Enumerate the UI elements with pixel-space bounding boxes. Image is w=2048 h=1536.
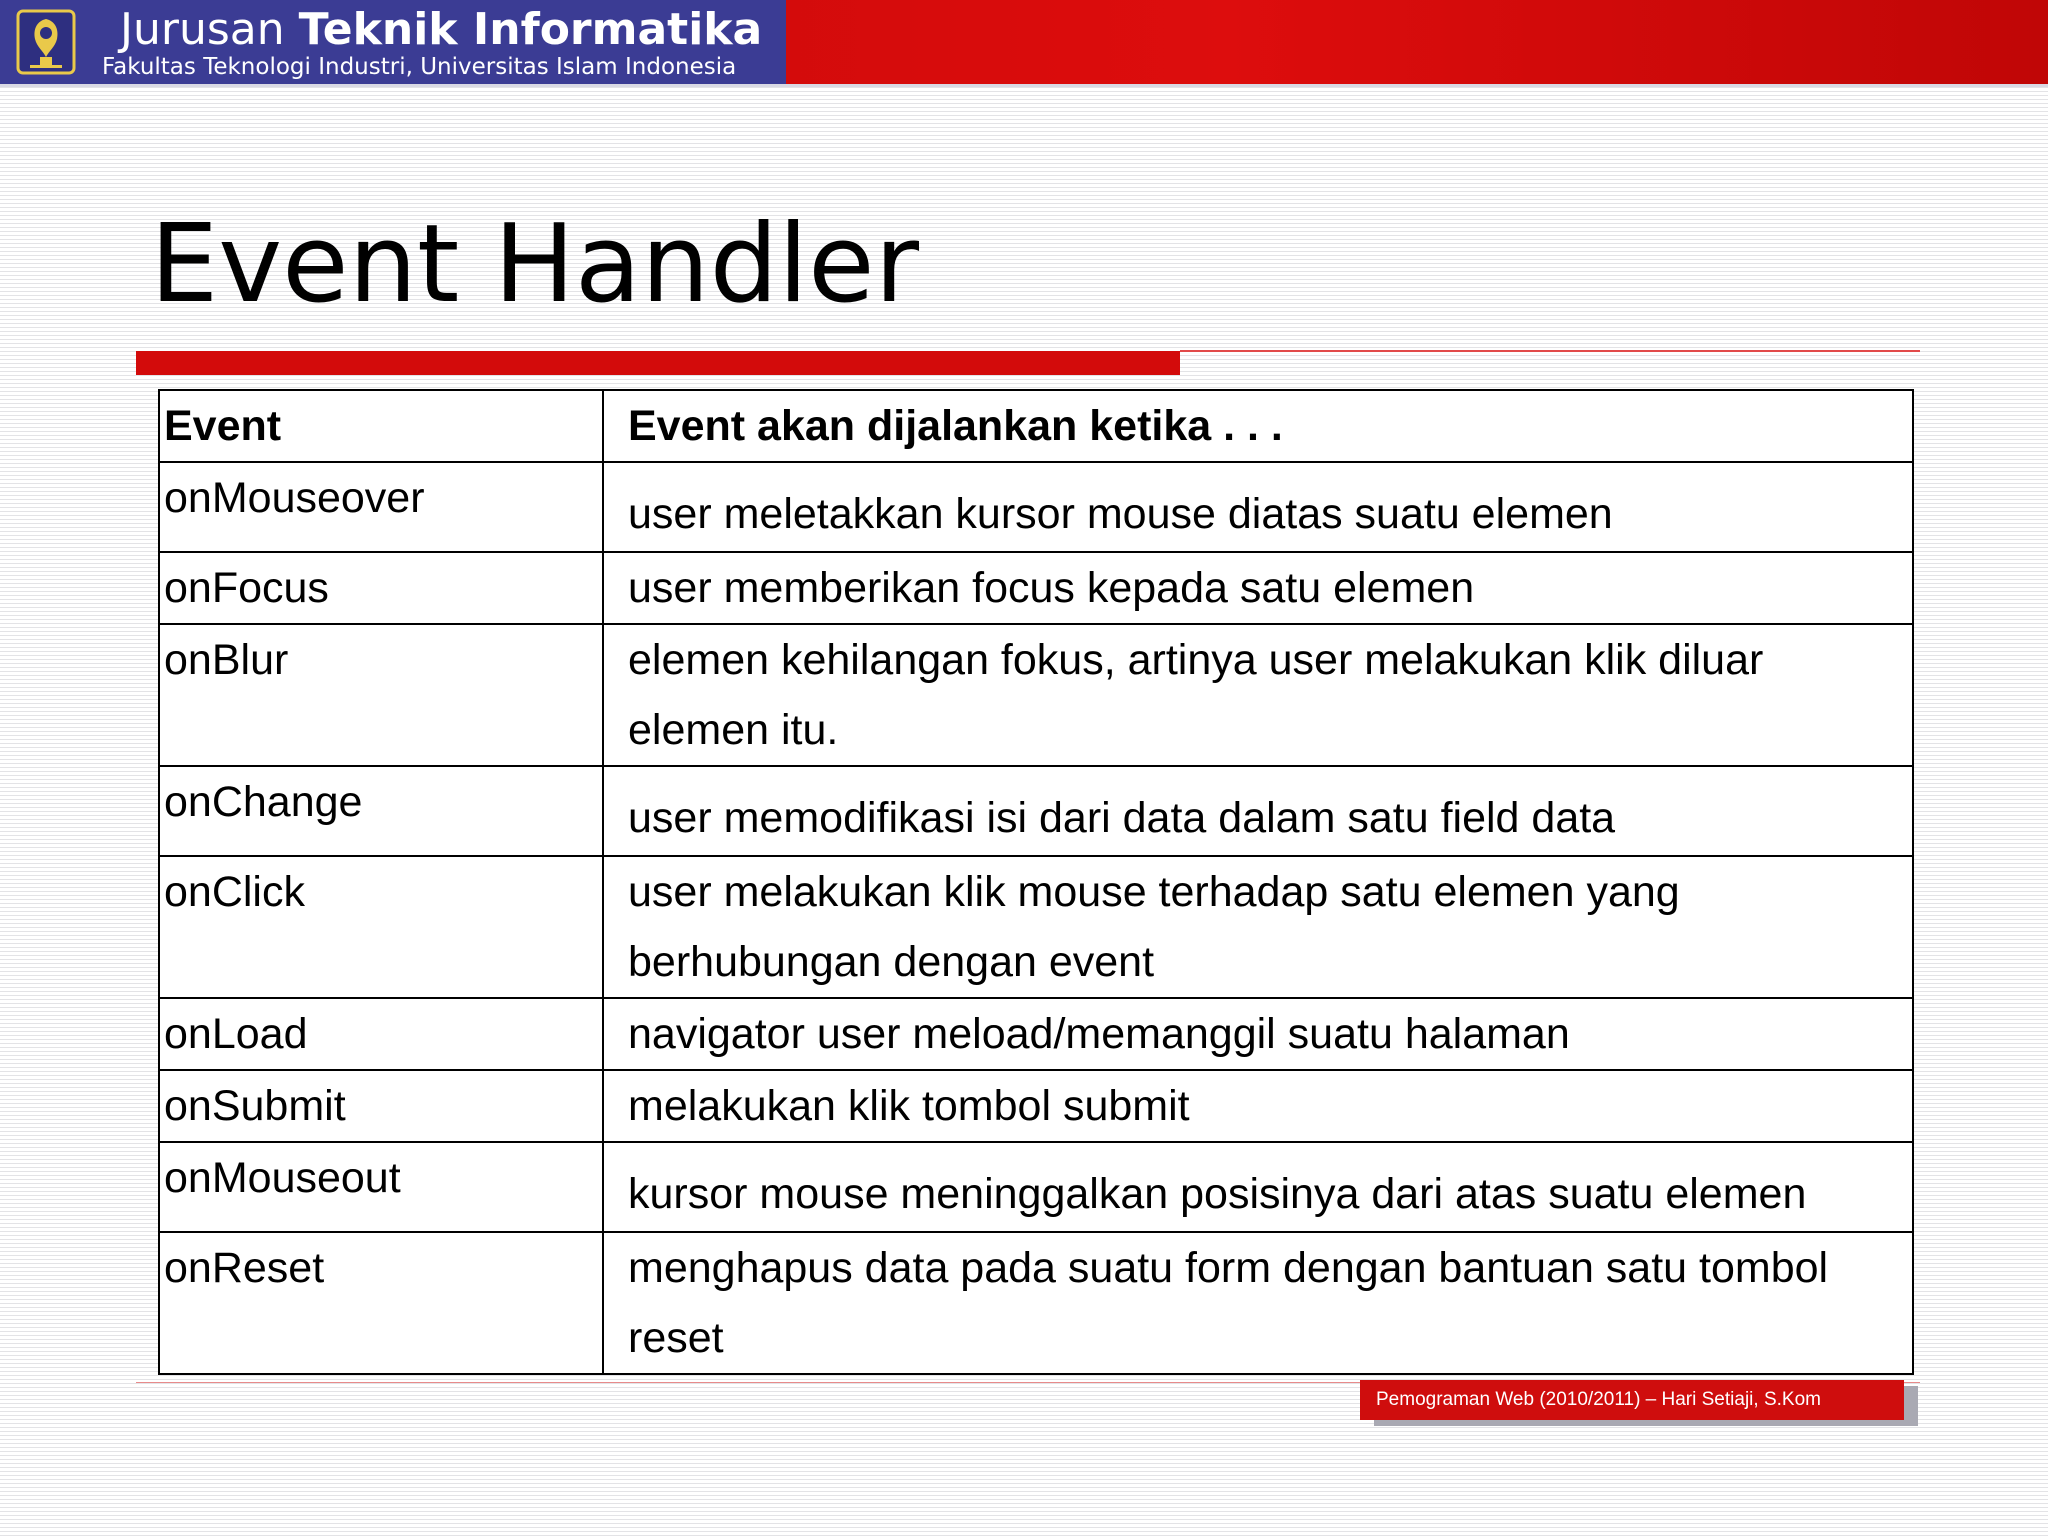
event-name-cell: onBlur	[159, 624, 603, 766]
event-table	[158, 389, 1914, 1375]
table-row	[159, 766, 1913, 856]
event-name-cell: onLoad	[159, 998, 603, 1070]
slide-title: Event Handler	[150, 202, 919, 327]
title-accent-line	[1180, 350, 1920, 352]
table-row	[159, 998, 1913, 1070]
column-header-event: Event	[159, 390, 603, 462]
title-accent-bar	[136, 351, 1180, 375]
event-description-cell: elemen kehilangan fokus, artinya user melakukan klik diluar elemen itu.	[603, 624, 1913, 766]
event-name-cell: onSubmit	[159, 1070, 603, 1142]
table-row	[159, 1142, 1913, 1232]
event-description-cell: user melakukan klik mouse terhadap satu elemen yang berhubungan dengan event	[603, 856, 1913, 998]
event-description-cell: melakukan klik tombol submit	[603, 1070, 1913, 1142]
table-row	[159, 1232, 1913, 1374]
event-name-cell: onMouseout	[159, 1142, 603, 1232]
footer-text: Pemograman Web (2010/2011) – Hari Setiaji, S.Kom	[1376, 1389, 1821, 1410]
university-logo-icon	[16, 9, 76, 75]
table-row	[159, 1070, 1913, 1142]
event-description-cell: user meletakkan kursor mouse diatas suatu elemen	[603, 462, 1913, 552]
event-description-cell: menghapus data pada suatu form dengan bantuan satu tombol reset	[603, 1232, 1913, 1374]
table-row	[159, 552, 1913, 624]
header-logo-box	[0, 0, 786, 84]
event-description-cell: user memberikan focus kepada satu elemen	[603, 552, 1913, 624]
event-name-cell: onMouseover	[159, 462, 603, 552]
event-name-cell: onFocus	[159, 552, 603, 624]
table-header-row	[159, 390, 1913, 462]
event-name-cell: onReset	[159, 1232, 603, 1374]
table-row	[159, 462, 1913, 552]
header-title: Jurusan Teknik Informatika	[120, 4, 763, 55]
header-underline	[0, 84, 2048, 87]
column-header-description: Event akan dijalankan ketika . . .	[603, 390, 1913, 462]
event-description-cell: user memodifikasi isi dari data dalam satu field data	[603, 766, 1913, 856]
table-row	[159, 856, 1913, 998]
event-name-cell: onClick	[159, 856, 603, 998]
header-subtitle: Fakultas Teknologi Industri, Universitas Islam Indonesia	[102, 54, 737, 80]
event-description-cell: kursor mouse meninggalkan posisinya dari atas suatu elemen	[603, 1142, 1913, 1232]
event-name-cell: onChange	[159, 766, 603, 856]
table-row	[159, 624, 1913, 766]
event-description-cell: navigator user meload/memanggil suatu halaman	[603, 998, 1913, 1070]
footer-badge	[1360, 1380, 1904, 1420]
